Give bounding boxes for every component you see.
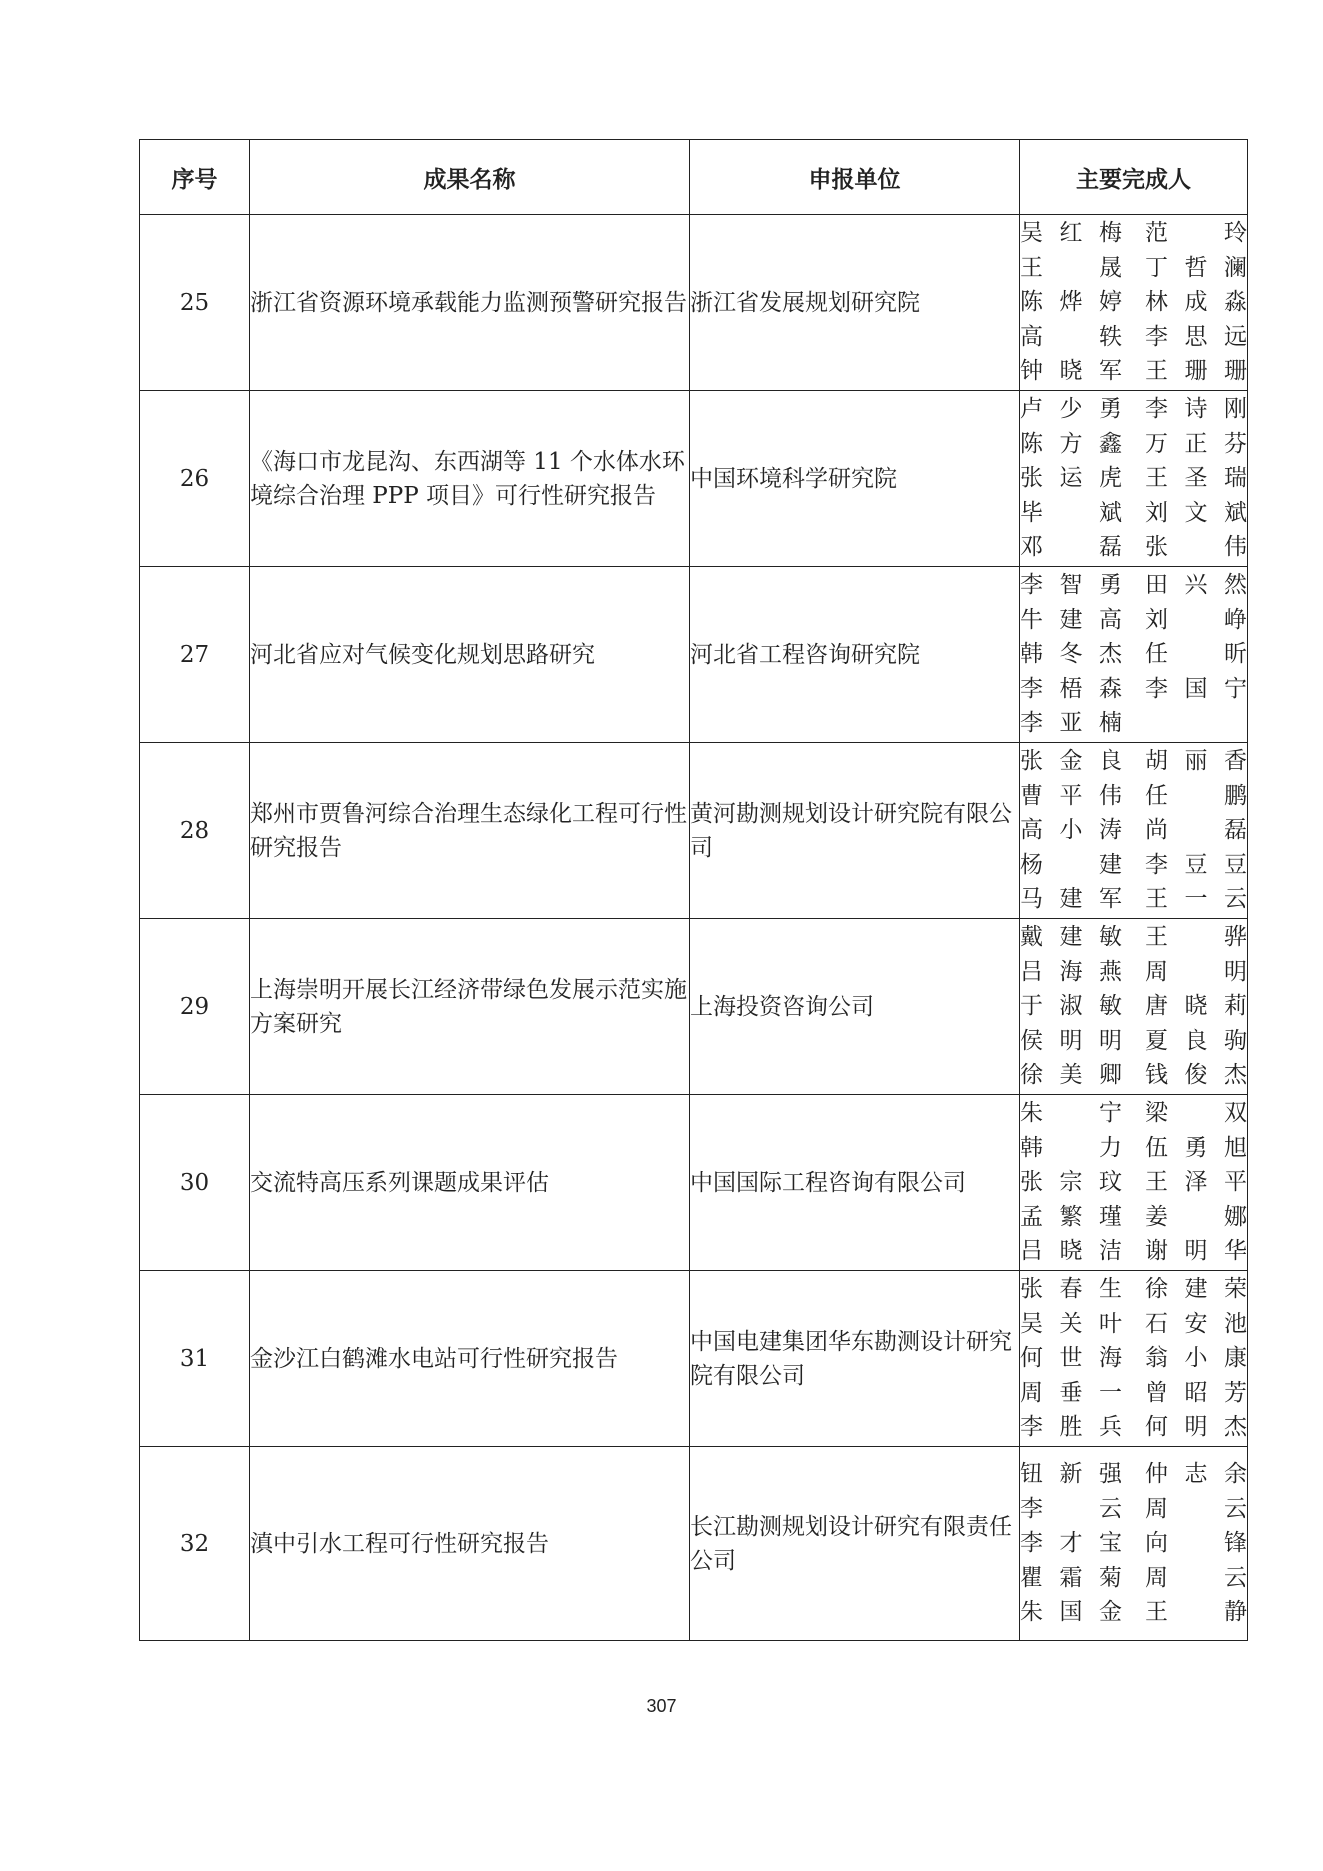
cell-num: 28	[140, 743, 250, 919]
person-name: 任鹏	[1145, 782, 1247, 809]
cell-people	[1020, 215, 1248, 391]
people-list	[1020, 568, 1247, 741]
person-name: 钱俊杰	[1145, 1062, 1247, 1089]
person-name: 吴关叶	[1020, 1310, 1122, 1337]
person-name: 唐晓莉	[1145, 993, 1247, 1020]
cell-unit: 中国环境科学研究院	[690, 391, 1020, 567]
person-name: 钟晓军	[1020, 358, 1122, 385]
people-list	[1020, 216, 1247, 389]
cell-name: 上海崇明开展长江经济带绿色发展示范实施方案研究	[250, 919, 690, 1095]
person-name: 朱国金	[1020, 1599, 1122, 1626]
person-name: 毕斌	[1020, 499, 1122, 526]
person-name: 翁小康	[1145, 1345, 1247, 1372]
person-name: 李亚楠	[1020, 710, 1122, 737]
cell-unit: 河北省工程咨询研究院	[690, 567, 1020, 743]
person-name: 王骅	[1145, 924, 1247, 951]
person-name: 陈方鑫	[1020, 430, 1122, 457]
person-name: 韩冬杰	[1020, 641, 1122, 668]
cell-people	[1020, 919, 1248, 1095]
cell-people	[1020, 1271, 1248, 1447]
table-row	[140, 1095, 1248, 1271]
person-name: 朱宁	[1020, 1100, 1122, 1127]
person-name: 王静	[1145, 1599, 1247, 1626]
person-name: 高小涛	[1020, 817, 1122, 844]
people-list	[1020, 744, 1247, 917]
cell-num: 25	[140, 215, 250, 391]
person-name: 陈烨婷	[1020, 289, 1122, 316]
header-people: 主要完成人	[1020, 140, 1248, 215]
cell-name: 河北省应对气候变化规划思路研究	[250, 567, 690, 743]
person-name: 张运虎	[1020, 465, 1122, 492]
person-name: 梁双	[1145, 1100, 1247, 1127]
page-number: 307	[646, 1696, 677, 1716]
table-row	[140, 743, 1248, 919]
person-name: 尚磊	[1145, 817, 1247, 844]
cell-name: 郑州市贾鲁河综合治理生态绿化工程可行性研究报告	[250, 743, 690, 919]
header-name: 成果名称	[250, 140, 690, 215]
table-row	[140, 1271, 1248, 1447]
person-name: 姜娜	[1145, 1203, 1247, 1230]
cell-name: 浙江省资源环境承载能力监测预警研究报告	[250, 215, 690, 391]
person-name: 牛建高	[1020, 606, 1122, 633]
person-name: 胡丽香	[1145, 748, 1247, 775]
person-name: 王晟	[1020, 254, 1122, 281]
person-name: 刘文斌	[1145, 499, 1247, 526]
person-name: 林成淼	[1145, 289, 1247, 316]
cell-unit: 长江勘测规划设计研究有限责任公司	[690, 1447, 1020, 1641]
person-name: 李胜兵	[1020, 1414, 1122, 1441]
table-row	[140, 215, 1248, 391]
awards-table	[139, 139, 1248, 1641]
cell-people	[1020, 391, 1248, 567]
person-name: 李国宁	[1145, 675, 1247, 702]
cell-num: 31	[140, 1271, 250, 1447]
person-name: 曾昭芳	[1145, 1379, 1247, 1406]
person-name: 王一云	[1145, 886, 1247, 913]
header-num: 序号	[140, 140, 250, 215]
table-row	[140, 919, 1248, 1095]
person-name: 李才宝	[1020, 1530, 1122, 1557]
person-name: 戴建敏	[1020, 924, 1122, 951]
person-name: 周云	[1145, 1564, 1247, 1591]
cell-num: 27	[140, 567, 250, 743]
person-name: 李诗刚	[1145, 396, 1247, 423]
cell-unit: 上海投资咨询公司	[690, 919, 1020, 1095]
person-name: 马建军	[1020, 886, 1122, 913]
table-header-row	[140, 140, 1248, 215]
person-name: 高轶	[1020, 323, 1122, 350]
person-name: 李思远	[1145, 323, 1247, 350]
cell-name: 金沙江白鹤滩水电站可行性研究报告	[250, 1271, 690, 1447]
people-list	[1020, 1096, 1247, 1269]
cell-name: 交流特高压系列课题成果评估	[250, 1095, 690, 1271]
person-name: 仲志余	[1145, 1461, 1247, 1488]
person-name: 王珊珊	[1145, 358, 1247, 385]
cell-unit: 中国国际工程咨询有限公司	[690, 1095, 1020, 1271]
header-unit: 申报单位	[690, 140, 1020, 215]
person-name: 卢少勇	[1020, 396, 1122, 423]
person-name: 向锋	[1145, 1530, 1247, 1557]
person-name: 何世海	[1020, 1345, 1122, 1372]
person-name: 吕晓洁	[1020, 1238, 1122, 1265]
person-name: 李云	[1020, 1495, 1122, 1522]
person-name: 徐建荣	[1145, 1276, 1247, 1303]
person-name: 周垂一	[1020, 1379, 1122, 1406]
person-name: 邓磊	[1020, 534, 1122, 561]
person-name: 任昕	[1145, 641, 1247, 668]
cell-people	[1020, 1447, 1248, 1641]
people-list	[1020, 392, 1247, 565]
cell-unit: 中国电建集团华东勘测设计研究院有限公司	[690, 1271, 1020, 1447]
person-name: 吴红梅	[1020, 220, 1122, 247]
cell-unit: 黄河勘测规划设计研究院有限公司	[690, 743, 1020, 919]
person-name: 于淑敏	[1020, 993, 1122, 1020]
cell-people	[1020, 567, 1248, 743]
person-name: 钮新强	[1020, 1461, 1122, 1488]
cell-name: 滇中引水工程可行性研究报告	[250, 1447, 690, 1641]
person-name: 孟繁瑾	[1020, 1203, 1122, 1230]
person-name: 伍勇旭	[1145, 1134, 1247, 1161]
person-name: 杨建	[1020, 851, 1122, 878]
cell-num: 32	[140, 1447, 250, 1641]
person-name: 李豆豆	[1145, 851, 1247, 878]
person-name: 张春生	[1020, 1276, 1122, 1303]
person-name: 张宗玟	[1020, 1169, 1122, 1196]
cell-people	[1020, 743, 1248, 919]
person-name: 张金良	[1020, 748, 1122, 775]
cell-name: 《海口市龙昆沟、东西湖等 11 个水体水环境综合治理 PPP 项目》可行性研究报告	[250, 391, 690, 567]
person-name: 周明	[1145, 958, 1247, 985]
person-name: 田兴然	[1145, 572, 1247, 599]
person-name: 周云	[1145, 1495, 1247, 1522]
cell-num: 26	[140, 391, 250, 567]
cell-num: 29	[140, 919, 250, 1095]
person-name: 吕海燕	[1020, 958, 1122, 985]
table-row	[140, 391, 1248, 567]
person-name: 何明杰	[1145, 1414, 1247, 1441]
person-name: 曹平伟	[1020, 782, 1122, 809]
person-name: 夏良驹	[1145, 1027, 1247, 1054]
person-name: 张伟	[1145, 534, 1247, 561]
table-row	[140, 567, 1248, 743]
person-name: 韩力	[1020, 1134, 1122, 1161]
person-name: 万正芬	[1145, 430, 1247, 457]
table-row	[140, 1447, 1248, 1641]
person-name: 范玲	[1145, 220, 1247, 247]
person-name: 王圣瑞	[1145, 465, 1247, 492]
people-list	[1020, 1272, 1247, 1445]
person-name: 刘峥	[1145, 606, 1247, 633]
person-name: 谢明华	[1145, 1238, 1247, 1265]
people-list	[1020, 920, 1247, 1093]
person-name: 瞿霜菊	[1020, 1564, 1122, 1591]
person-name: 丁哲澜	[1145, 254, 1247, 281]
cell-unit: 浙江省发展规划研究院	[690, 215, 1020, 391]
cell-num: 30	[140, 1095, 250, 1271]
people-list	[1020, 1457, 1247, 1630]
person-name: 侯明明	[1020, 1027, 1122, 1054]
cell-people	[1020, 1095, 1248, 1271]
person-name: 李梧森	[1020, 675, 1122, 702]
person-name: 石安池	[1145, 1310, 1247, 1337]
person-name: 徐美卿	[1020, 1062, 1122, 1089]
person-name: 李智勇	[1020, 572, 1122, 599]
person-name: 王泽平	[1145, 1169, 1247, 1196]
